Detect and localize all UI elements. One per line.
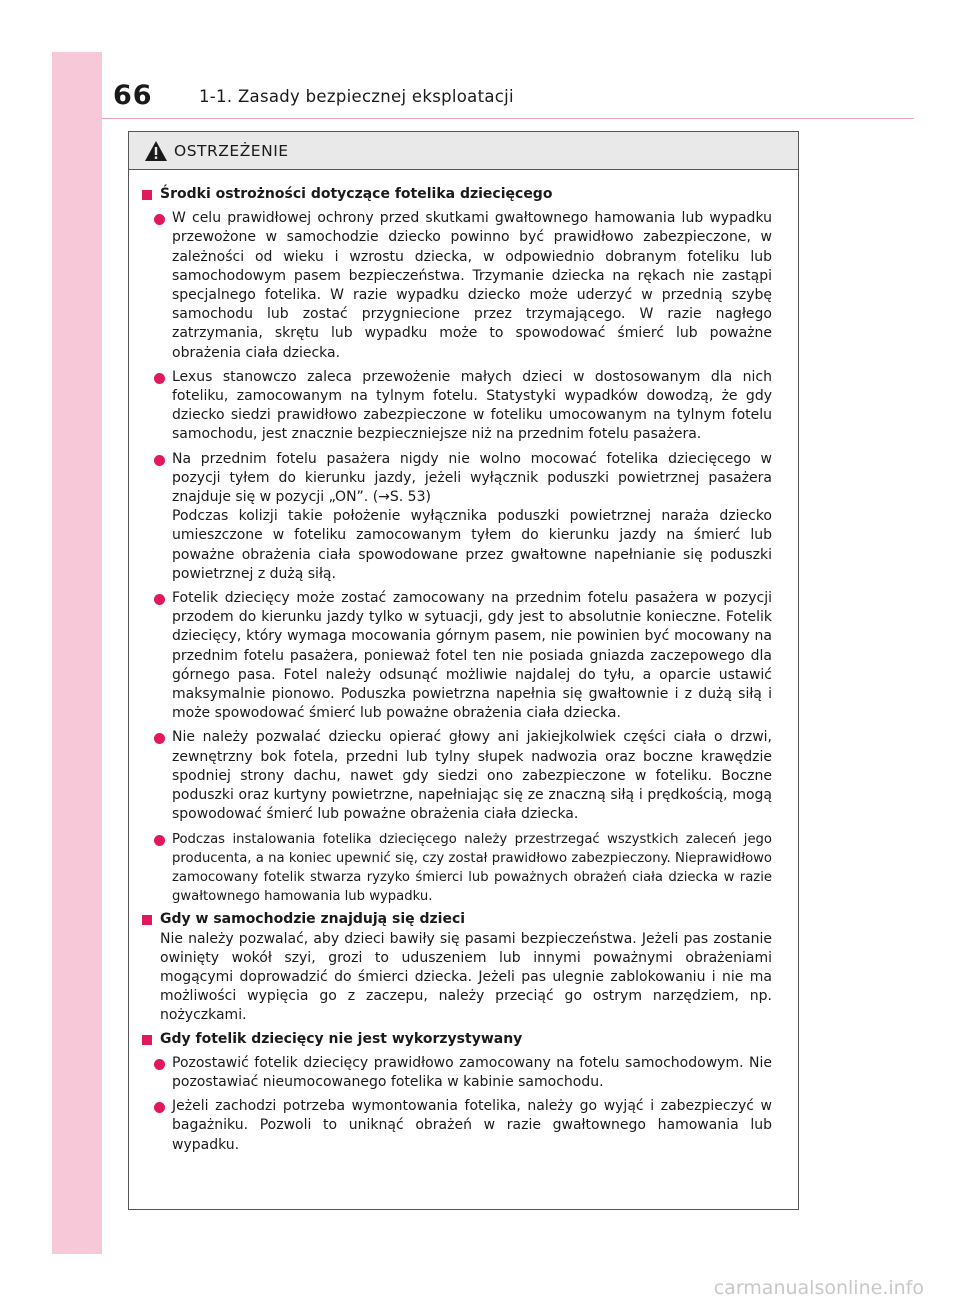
- square-bullet-icon: [142, 1035, 152, 1045]
- square-bullet-icon: [142, 915, 152, 925]
- list-item: Fotelik dziecięcy może zostać zamocowany na przednim fotelu pasażera w pozycji przodem do kierunku jazdy tylko w sytuacji, gdy jest to absolutnie konieczne. Fotelik dziecięcy, który wymaga mocowania górnym pasem, nie powinien być mocowany na przednim fotelu pasażera, ponieważ fotel ten nie posiada gniazda zaczepowego dla górnego pasa. Fotel należy odsunąć możliwie najdalej do tyłu, a oparcie ustawić maksymalnie pionowo. Poduszka powietrzna napełnia się gwałtownie i z dużą siłą i może spowodować śmierć lub poważne obrażenia ciała dziecka.: [140, 589, 772, 723]
- bullet-dot-icon: [154, 455, 165, 466]
- section-heading: Gdy w samochodzie znajdują się dzieci: [140, 910, 772, 929]
- warning-header: [129, 132, 798, 170]
- site-watermark: carmanualsonline.info: [713, 1277, 924, 1299]
- list-item: Na przednim fotelu pasażera nigdy nie wolno mocować fotelika dziecięcego w pozycji tyłem do kierunku jazdy, jeżeli wyłącznik poduszki powietrznej pasażera znajduje się w pozycji „ON”. (→S. 53) Podczas kolizji takie położenie wyłącznika poduszki powietrznej naraża dziecko umieszczone w foteliku zamocowanym tyłem do kierunku jazdy na śmierć lub poważne obrażenia ciała spowodowane przez gwałtowne napełnianie się poduszki powietrznej z dużą siłą.: [140, 450, 772, 584]
- page-number: 66: [113, 80, 153, 111]
- section-children-in-car: [140, 910, 772, 1025]
- warning-triangle-icon: [144, 140, 168, 162]
- chapter-side-tab: [52, 52, 102, 1254]
- section-title: 1-1. Zasady bezpiecznej eksploatacji: [199, 87, 514, 106]
- list-item: Lexus stanowczo zaleca przewożenie małych dzieci w dostosowanym dla nich foteliku, zamocowanym na tylnym fotelu. Statystyki wypadków dowodzą, że gdy dziecko siedzi prawidłowo zabezpieczone w foteliku umocowanym na tylnym fotelu samochodu, jest znacznie bezpieczniejsze niż na przednim fotelu pasażera.: [140, 368, 772, 445]
- list-item: W celu prawidłowej ochrony przed skutkami gwałtownego hamowania lub wypadku przewożone w samochodzie dziecko powinno być prawidłowo zabezpieczone, w zależności od wieku i wzrostu dziecka, w odpowiednio dobranym foteliku lub samochodowym pasem bezpieczeństwa. Trzymanie dziecka na rękach nie zastąpi specjalnego fotelika. W razie wypadku dziecko może uderzyć w przednią szybę samochodu lub zostać przygniecione przez trzymającego. W razie nagłego zatrzymania, skrętu lub wypadku może to spowodować śmierć lub poważne obrażenia ciała dziecka.: [140, 209, 772, 363]
- square-bullet-icon: [142, 190, 152, 200]
- bullet-dot-icon: [154, 1102, 165, 1113]
- list-item: Podczas instalowania fotelika dziecięcego należy przestrzegać wszystkich zaleceń jego producenta, a na koniec upewnić się, czy został prawidłowo zabezpieczony. Nieprawidłowo zamocowany fotelik stwarza ryzyko śmierci lub poważnych obrażeń ciała dziecka w razie gwałtownego hamowania lub wypadku.: [140, 830, 772, 907]
- list-item: Nie należy pozwalać dziecku opierać głowy ani jakiejkolwiek części ciała o drzwi, zewnętrzny bok fotela, przedni lub tylny słupek nadwozia oraz boczne krawędzie spodniej strony dachu, nawet gdy siedzi ono zabezpieczone w foteliku. Boczne poduszki oraz kurtyny powietrzne, napełniając się ze znaczną siłą i prędkością, mogą spowodować śmierć lub poważne obrażenia ciała dziecka.: [140, 728, 772, 824]
- header-divider: [102, 118, 914, 119]
- bullet-dot-icon: [154, 373, 165, 384]
- section-heading: Środki ostrożności dotyczące fotelika dziecięcego: [140, 185, 772, 204]
- warning-box: [128, 131, 799, 1210]
- section-child-seat-precautions: [140, 185, 772, 906]
- warning-title: OSTRZEŻENIE: [174, 141, 289, 160]
- bullet-dot-icon: [154, 1059, 165, 1070]
- bullet-dot-icon: [154, 835, 165, 846]
- section-paragraph: Nie należy pozwalać, aby dzieci bawiły się pasami bezpieczeństwa. Jeżeli pas zostanie owinięty wokół szyi, grozi to uduszeniem lub innymi poważnymi obrażeniami mogącymi doprowadzić do śmierci dziecka. Jeżeli pas ulegnie zablokowaniu i nie ma możliwości wypięcia go z zaczepu, należy przeciąć go ostrym narzędziem, np. nożyczkami.: [160, 930, 772, 1024]
- section-seat-not-used: [140, 1030, 772, 1155]
- bullet-dot-icon: [154, 594, 165, 605]
- warning-body: [129, 170, 798, 1155]
- list-item: Pozostawić fotelik dziecięcy prawidłowo zamocowany na fotelu samochodowym. Nie pozostawiać nieumocowanego fotelika w kabinie samochodu.: [140, 1054, 772, 1092]
- list-item: Jeżeli zachodzi potrzeba wymontowania fotelika, należy go wyjąć i zabezpieczyć w bagażniku. Pozwoli to uniknąć obrażeń w razie gwałtownego hamowania lub wypadku.: [140, 1097, 772, 1155]
- bullet-dot-icon: [154, 733, 165, 744]
- section-heading: Gdy fotelik dziecięcy nie jest wykorzystywany: [140, 1030, 772, 1049]
- bullet-dot-icon: [154, 214, 165, 225]
